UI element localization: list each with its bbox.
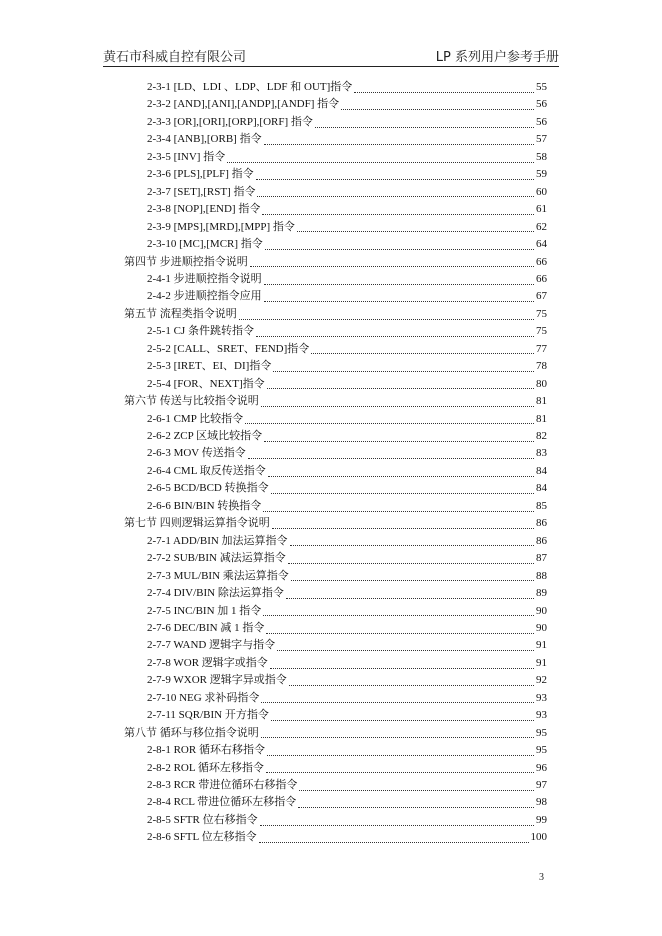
toc-entry[interactable] — [147, 341, 547, 358]
dot-leader — [264, 143, 534, 145]
toc-section-entry[interactable] — [124, 306, 547, 323]
toc-entry-page: 87 — [536, 552, 547, 565]
toc-entry-page: 57 — [536, 133, 547, 146]
toc-entry-title: 2-6-4 CML 取反传送指令 — [147, 464, 266, 477]
toc-entry-title: 第七节 四则逻辑运算指令说明 — [124, 517, 270, 530]
toc-entry-page: 85 — [536, 499, 547, 512]
toc-entry-title: 2-7-1 ADD/BIN 加法运算指令 — [147, 534, 288, 547]
toc-entry-title: 2-3-6 [PLS],[PLF] 指令 — [147, 168, 254, 181]
toc-section-entry[interactable] — [124, 515, 547, 532]
toc-entry-page: 100 — [530, 831, 547, 844]
toc-entry-page: 98 — [536, 796, 547, 809]
toc-entry-page: 84 — [536, 464, 547, 477]
toc-entry-title: 2-5-1 CJ 条件跳转指令 — [147, 325, 254, 338]
toc-entry[interactable] — [147, 96, 547, 113]
dot-leader — [291, 579, 534, 581]
dot-leader — [286, 597, 534, 599]
dot-leader — [227, 161, 534, 163]
toc-entry-page: 93 — [536, 709, 547, 722]
toc-entry-title: 2-3-7 [SET],[RST] 指令 — [147, 185, 256, 198]
toc-entry[interactable] — [147, 829, 547, 846]
dot-leader — [268, 475, 534, 477]
toc-entry-title: 2-6-3 MOV 传送指令 — [147, 447, 246, 460]
toc-entry[interactable] — [147, 637, 547, 654]
toc-entry-title: 2-8-5 SFTR 位右移指令 — [147, 813, 258, 826]
toc-entry-title: 2-4-1 步进顺控指令说明 — [147, 272, 262, 285]
toc-entry[interactable] — [147, 620, 547, 637]
dot-leader — [264, 440, 534, 442]
toc-entry-page: 96 — [536, 761, 547, 774]
toc-entry-page: 92 — [536, 674, 547, 687]
toc-entry-title: 2-6-6 BIN/BIN 转换指令 — [147, 499, 262, 512]
toc-entry[interactable] — [147, 690, 547, 707]
toc-entry-title: 2-7-9 WXOR 逻辑字异或指令 — [147, 674, 287, 687]
toc-entry[interactable] — [147, 358, 547, 375]
toc-entry-page: 82 — [536, 430, 547, 442]
dot-leader — [298, 806, 534, 808]
toc-entry-title: 2-3-5 [INV] 指令 — [147, 150, 226, 163]
toc-entry[interactable] — [147, 79, 547, 96]
toc-entry-title: 2-7-7 WAND 逻辑字与指令 — [147, 639, 276, 652]
toc-entry-page: 81 — [536, 395, 547, 408]
toc-entry[interactable] — [147, 480, 547, 497]
dot-leader — [261, 405, 534, 407]
toc-entry[interactable] — [147, 376, 547, 393]
dot-leader — [259, 841, 529, 843]
dot-leader — [266, 771, 534, 773]
toc-entry-title: 2-8-6 SFTL 位左移指令 — [147, 831, 257, 844]
toc-entry-page: 60 — [536, 185, 547, 198]
dot-leader — [263, 510, 534, 512]
toc-entry[interactable] — [147, 760, 547, 777]
toc-entry-page: 67 — [536, 290, 547, 303]
toc-entry[interactable] — [147, 166, 547, 183]
toc-entry-page: 66 — [536, 255, 547, 268]
toc-entry[interactable] — [147, 184, 547, 201]
toc-entry-page: 81 — [536, 412, 547, 425]
toc-entry[interactable] — [147, 149, 547, 166]
toc-entry-title: 2-3-3 [OR],[ORI],[ORP],[ORF] 指令 — [147, 115, 313, 128]
toc-entry-page: 80 — [536, 377, 547, 390]
toc-entry-title: 第五节 流程类指令说明 — [124, 307, 237, 320]
toc-entry-title: 2-6-2 ZCP 区域比较指令 — [147, 430, 263, 442]
dot-leader — [354, 91, 534, 93]
toc-entry-title: 2-7-6 DEC/BIN 减 1 指令 — [147, 621, 265, 634]
toc-section-entry[interactable] — [124, 725, 547, 742]
toc-entry-page: 84 — [536, 482, 547, 495]
toc-entry-page: 95 — [536, 726, 547, 739]
dot-leader — [311, 352, 534, 354]
toc-entry-title: 2-4-2 步进顺控指令应用 — [147, 290, 262, 303]
toc-entry-page: 83 — [536, 447, 547, 460]
toc-entry-page: 78 — [536, 360, 547, 373]
toc-entry-page: 56 — [536, 98, 547, 111]
toc-entry[interactable] — [147, 585, 547, 602]
page-header — [103, 44, 559, 67]
toc-entry-page: 61 — [536, 203, 547, 216]
dot-leader — [341, 108, 534, 110]
dot-leader — [271, 492, 534, 494]
company-name: 黄石市科威自控有限公司 — [103, 50, 247, 65]
toc-entry[interactable] — [147, 672, 547, 689]
toc-entry-page: 90 — [536, 604, 547, 617]
toc-entry[interactable] — [147, 794, 547, 811]
toc-entry-title: 第六节 传送与比较指令说明 — [124, 395, 259, 408]
toc-entry-page: 66 — [536, 272, 547, 285]
toc-entry-title: 2-8-3 RCR 带进位循环右移指令 — [147, 779, 298, 791]
toc-entry-title: 第八节 循环与移位指令说明 — [124, 726, 259, 739]
toc-entry-page: 75 — [536, 325, 547, 338]
toc-entry-title: 2-3-8 [NOP],[END] 指令 — [147, 203, 261, 216]
dot-leader — [250, 265, 534, 267]
toc-entry[interactable] — [147, 323, 547, 340]
toc-entry-title: 2-5-3 [IRET、EI、DI]指令 — [147, 360, 272, 373]
manual-title: LP 系列用户参考手册 — [435, 50, 559, 65]
toc-entry-page: 64 — [536, 238, 547, 251]
toc-entry-page: 99 — [536, 813, 547, 826]
dot-leader — [261, 701, 534, 703]
dot-leader — [270, 667, 534, 669]
toc-entry-title: 2-3-9 [MPS],[MRD],[MPP] 指令 — [147, 220, 295, 233]
toc-entry[interactable] — [147, 742, 547, 759]
dot-leader — [288, 562, 534, 564]
toc-entry-page: 86 — [536, 534, 547, 547]
dot-leader — [273, 370, 534, 372]
toc-entry[interactable] — [147, 533, 547, 550]
toc-entry-page: 95 — [536, 744, 547, 757]
dot-leader — [264, 300, 534, 302]
toc-entry-page: 56 — [536, 115, 547, 128]
dot-leader — [266, 632, 534, 634]
dot-leader — [260, 824, 534, 826]
toc-entry-title: 2-7-8 WOR 逻辑字或指令 — [147, 656, 268, 669]
toc-entry[interactable] — [147, 568, 547, 585]
dot-leader — [271, 719, 534, 721]
toc-entry-page: 86 — [536, 517, 547, 530]
toc-entry[interactable] — [147, 812, 547, 829]
toc-entry-title: 2-3-4 [ANB],[ORB] 指令 — [147, 133, 262, 146]
dot-leader — [267, 754, 534, 756]
toc-entry-page: 91 — [536, 656, 547, 669]
toc-entry[interactable] — [147, 603, 547, 620]
toc-entry-title: 2-3-10 [MC],[MCR] 指令 — [147, 238, 263, 251]
toc-entry-page: 90 — [536, 621, 547, 634]
toc-entry-page: 93 — [536, 691, 547, 704]
dot-leader — [299, 789, 534, 791]
dot-leader — [272, 527, 534, 529]
toc-entry-title: 2-7-4 DIV/BIN 除法运算指令 — [147, 587, 284, 600]
toc-entry-title: 2-8-2 ROL 循环左移指令 — [147, 761, 264, 774]
dot-leader — [277, 649, 534, 651]
toc-entry[interactable] — [147, 463, 547, 480]
toc-entry-page: 91 — [536, 639, 547, 652]
toc-entry[interactable] — [147, 707, 547, 724]
toc-entry[interactable] — [147, 288, 547, 305]
dot-leader — [264, 283, 534, 285]
toc-entry-title: 2-7-10 NEG 求补码指令 — [147, 691, 260, 704]
toc-entry-title: 2-7-5 INC/BIN 加 1 指令 — [147, 604, 262, 617]
toc-entry[interactable] — [147, 777, 547, 794]
toc-entry[interactable] — [147, 131, 547, 148]
toc-entry-title: 2-8-4 RCL 带进位循环左移指令 — [147, 796, 297, 809]
toc-entry[interactable] — [147, 550, 547, 567]
toc-entry-page: 59 — [536, 168, 547, 181]
dot-leader — [267, 387, 534, 389]
dot-leader — [256, 335, 534, 337]
dot-leader — [315, 126, 534, 128]
toc-entry-page: 77 — [536, 342, 547, 355]
dot-leader — [256, 178, 534, 180]
toc-entry[interactable] — [147, 114, 547, 131]
toc-entry-title: 2-7-3 MUL/BIN 乘法运算指令 — [147, 569, 289, 582]
dot-leader — [290, 544, 534, 546]
toc-entry-title: 2-7-11 SQR/BIN 开方指令 — [147, 709, 269, 722]
dot-leader — [262, 213, 534, 215]
dot-leader — [257, 195, 534, 197]
toc-entry-title: 2-7-2 SUB/BIN 减法运算指令 — [147, 552, 286, 565]
toc-section-entry[interactable] — [124, 393, 547, 410]
dot-leader — [265, 248, 534, 250]
dot-leader — [239, 318, 534, 320]
toc-entry[interactable] — [147, 201, 547, 218]
toc-entry-page: 89 — [536, 587, 547, 600]
toc-section-entry[interactable] — [124, 254, 547, 271]
dot-leader — [263, 614, 534, 616]
toc-entry[interactable] — [147, 236, 547, 253]
toc-entry-title: 2-5-2 [CALL、SRET、FEND]指令 — [147, 342, 310, 355]
toc-entry-title: 2-5-4 [FOR、NEXT]指令 — [147, 377, 265, 390]
toc-entry-title: 2-6-5 BCD/BCD 转换指令 — [147, 482, 269, 495]
dot-leader — [261, 736, 534, 738]
toc-entry[interactable] — [147, 498, 547, 515]
toc-entry-page: 58 — [536, 150, 547, 163]
toc-entry[interactable] — [147, 655, 547, 672]
toc-entry[interactable] — [147, 445, 547, 462]
dot-leader — [245, 422, 534, 424]
toc-entry-page: 62 — [536, 220, 547, 233]
toc-entry-page: 88 — [536, 569, 547, 582]
toc-entry[interactable] — [147, 219, 547, 236]
page-number: 3 — [539, 872, 544, 883]
dot-leader — [297, 230, 534, 232]
toc-entry[interactable] — [147, 428, 547, 445]
toc-entry-page: 55 — [536, 81, 547, 93]
dot-leader — [289, 684, 534, 686]
toc-entry[interactable] — [147, 271, 547, 288]
toc-entry-title: 2-3-1 [LD、LDI 、LDP、LDF 和 OUT]指令 — [147, 81, 353, 93]
toc-entry-title: 2-6-1 CMP 比较指令 — [147, 412, 244, 425]
dot-leader — [248, 457, 534, 459]
toc-entry-page: 97 — [536, 779, 547, 791]
toc-entry-title: 2-3-2 [AND],[ANI],[ANDP],[ANDF] 指令 — [147, 98, 340, 111]
toc-entry-title: 2-8-1 ROR 循环右移指令 — [147, 744, 265, 757]
toc-entry[interactable] — [147, 411, 547, 428]
toc-entry-page: 75 — [536, 307, 547, 320]
toc-entry-title: 第四节 步进顺控指令说明 — [124, 255, 248, 268]
